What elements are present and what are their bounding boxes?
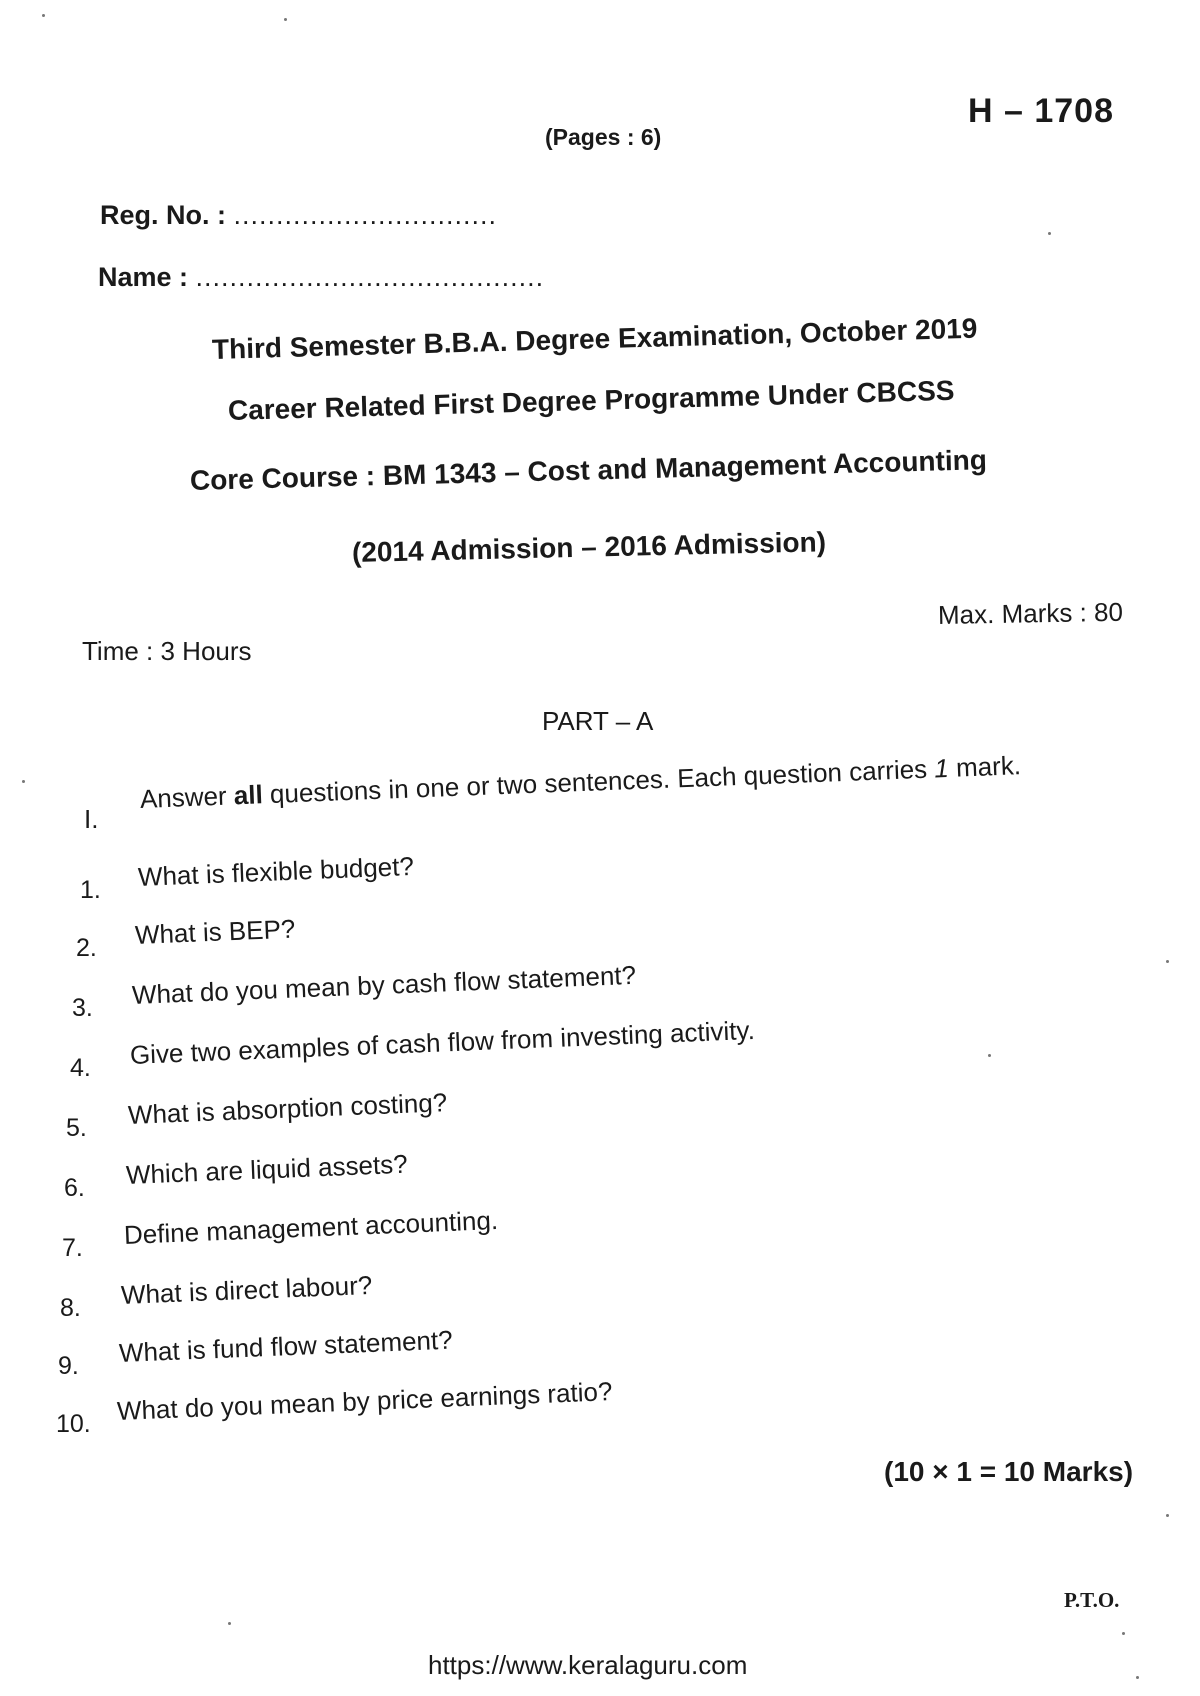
section-number: I. <box>84 804 99 834</box>
question-text: What is BEP? <box>134 913 296 950</box>
course-title: Core Course : BM 1343 – Cost and Management Accounting <box>189 444 988 496</box>
name-dots: ......................................... <box>195 262 545 292</box>
page-count: (Pages : 6) <box>545 124 662 150</box>
question-number: 6. <box>64 1174 85 1202</box>
question-number: 5. <box>66 1114 87 1142</box>
part-a-instruction <box>139 750 1021 815</box>
question-text: Define management accounting. <box>123 1204 499 1250</box>
question-text: What do you mean by price earnings ratio? <box>116 1376 613 1426</box>
question-number: 7. <box>62 1234 83 1262</box>
pto-note: P.T.O. <box>1064 1588 1120 1612</box>
instruction-end: mark. <box>948 750 1022 783</box>
scan-speck <box>228 1622 231 1625</box>
reg-no-label: Reg. No. : <box>100 200 226 230</box>
question-number: 2. <box>76 934 97 962</box>
question-text: What do you mean by cash flow statement? <box>131 959 637 1010</box>
admission-years: (2014 Admission – 2016 Admission) <box>351 526 827 568</box>
max-marks: Max. Marks : 80 <box>937 596 1124 630</box>
scan-speck <box>1048 232 1051 235</box>
scan-speck <box>42 14 45 17</box>
paper-code: H – 1708 <box>968 92 1114 130</box>
reg-no-dots: ............................... <box>233 200 498 230</box>
scan-speck <box>988 1054 991 1057</box>
time-allowed: Time : 3 Hours <box>82 636 252 666</box>
question-text: Give two examples of cash flow from investing activity. <box>129 1014 756 1070</box>
question-text: What is fund flow statement? <box>118 1324 454 1368</box>
name-field <box>98 262 544 293</box>
question-text: What is absorption costing? <box>127 1087 448 1130</box>
scan-speck <box>1136 1676 1139 1679</box>
question-text: What is flexible budget? <box>137 850 415 892</box>
question-number: 10. <box>56 1410 91 1438</box>
question-number: 3. <box>72 994 93 1022</box>
scan-speck <box>284 18 287 21</box>
scan-speck <box>1122 1632 1125 1635</box>
instruction-pre: Answer <box>139 780 235 814</box>
question-text: What is direct labour? <box>120 1269 373 1310</box>
scan-speck <box>1166 960 1169 963</box>
instruction-italic: 1 <box>933 752 950 784</box>
scan-speck <box>1166 1514 1169 1517</box>
scan-speck <box>22 780 25 783</box>
reg-no-field <box>100 200 497 231</box>
question-number: 9. <box>58 1352 79 1380</box>
instruction-mid: questions in one or two sentences. Each question carries <box>262 753 935 810</box>
question-number: 1. <box>80 876 101 904</box>
marks-summary: (10 × 1 = 10 Marks) <box>884 1456 1134 1487</box>
name-label: Name : <box>98 262 189 292</box>
programme-title: Career Related First Degree Programme Under CBCSS <box>227 374 955 426</box>
instruction-bold: all <box>233 779 264 811</box>
question-number: 4. <box>70 1054 91 1082</box>
exam-title: Third Semester B.B.A. Degree Examination, October 2019 <box>211 312 978 365</box>
part-a-heading: PART – A <box>542 706 654 736</box>
source-url: https://www.keralaguru.com <box>428 1650 748 1680</box>
question-number: 8. <box>60 1294 81 1322</box>
question-text: Which are liquid assets? <box>125 1148 409 1190</box>
